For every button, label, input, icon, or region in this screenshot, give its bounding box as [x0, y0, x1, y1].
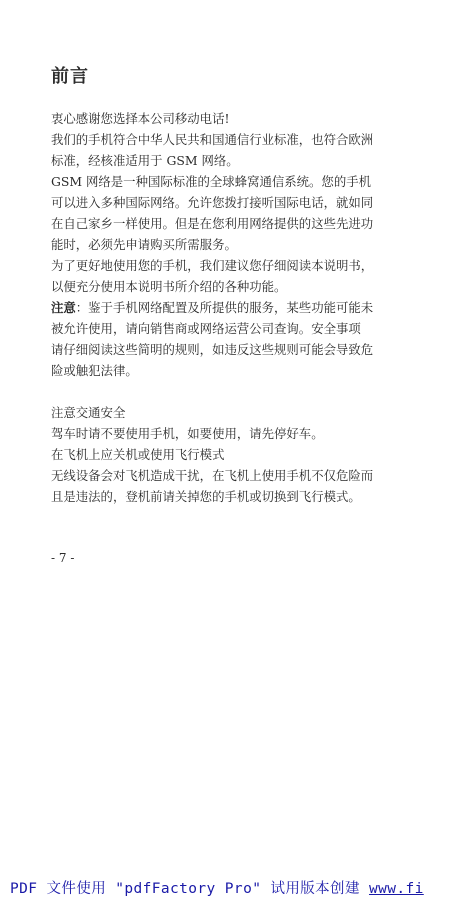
paragraph-line: 能时，必须先申请购买所需服务。 [51, 237, 237, 252]
note-text: ：鉴于手机网络配置及所提供的服务，某些功能可能未 [75, 300, 374, 315]
paragraph-line: 为了更好地使用您的手机，我们建议您仔细阅读本说明书， [51, 258, 374, 273]
body-text [51, 108, 401, 507]
note-line [51, 297, 401, 318]
watermark-link[interactable]: www.fi [368, 881, 424, 897]
safety-line: 注意交通安全 [51, 405, 126, 420]
note-line: 被允许使用，请向销售商或网络运营公司查询。安全事项 [51, 321, 361, 336]
safety-line: 且是违法的，登机前请关掉您的手机或切换到飞行模式。 [51, 489, 361, 504]
note-line: 请仔细阅读这些简明的规则，如违反这些规则可能会导致危 [51, 342, 374, 357]
paragraph-line: 以便充分使用本说明书所介绍的各种功能。 [51, 279, 287, 294]
safety-line: 驾车时请不要使用手机，如要使用，请先停好车。 [51, 426, 324, 441]
note-line: 险或触犯法律。 [51, 363, 138, 378]
note-label: 注意 [51, 300, 76, 315]
paragraph-line: 在自己家乡一样使用。但是在您利用网络提供的这些先进功 [51, 216, 374, 231]
safety-line: 无线设备会对飞机造成干扰，在飞机上使用手机不仅危险而 [51, 468, 374, 483]
page-title: 前言 [51, 66, 89, 87]
paragraph-line: 衷心感谢您选择本公司移动电话! [51, 111, 230, 126]
page-number: - 7 - [51, 551, 75, 565]
blank-line [51, 381, 401, 402]
paragraph-line: 我们的手机符合中华人民共和国通信行业标准，也符合欧洲 [51, 132, 374, 147]
paragraph-line: 可以进入多种国际网络。允许您拨打接听国际电话，就如同 [51, 195, 374, 210]
safety-line: 在飞机上应关机或使用飞行模式 [51, 447, 225, 462]
pdf-watermark [10, 877, 454, 898]
watermark-text: PDF 文件使用 "pdfFactory Pro" 试用版本创建 [10, 881, 369, 897]
paragraph-line: 标准，经核准适用于 GSM 网络。 [51, 153, 239, 168]
paragraph-line: GSM 网络是一种国际标准的全球蜂窝通信系统。您的手机 [51, 174, 371, 189]
